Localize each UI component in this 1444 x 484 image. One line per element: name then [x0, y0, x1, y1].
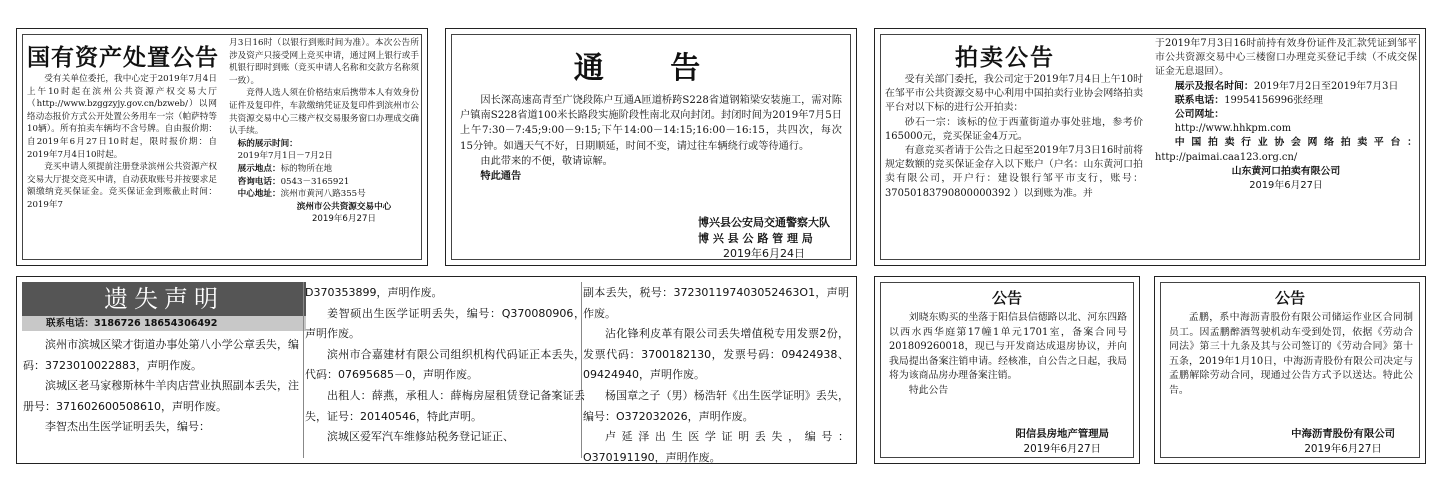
- contact-value: 19954156996张经理: [1224, 94, 1323, 106]
- registration-value: 2019年7月2日至2019年7月3日: [1253, 80, 1399, 92]
- declaration-column-2: [305, 283, 585, 448]
- notice-paragraph: 由此带来的不便，敬请谅解。: [480, 155, 613, 167]
- notice-title: 国有资产处置公告: [27, 45, 219, 71]
- address-row: [229, 188, 419, 201]
- notice-date: 2019年6月27日: [1304, 443, 1382, 455]
- notice-signature: [1291, 427, 1395, 457]
- notice-title: 公告: [991, 289, 1022, 307]
- registration-row: [1155, 80, 1417, 94]
- notice-date: 2019年6月27日: [1023, 443, 1101, 455]
- notice-column-right: [1155, 37, 1417, 193]
- notice-paragraph: 竞得人选人须在价格结束后携带本人有效身份证件及复印件，车款缴纳凭证及复印件到滨州市公共资源交易中心三楼产权交易服务窗口办理成交确认手续。: [229, 88, 419, 137]
- contact-phone: 联系电话：3186726 18654306492: [22, 316, 306, 331]
- loss-declaration-notice: [16, 276, 857, 464]
- notice-closing: 特此公告: [908, 384, 949, 396]
- housing-notice: [874, 276, 1140, 464]
- traffic-notice: [445, 28, 857, 266]
- notice-paragraph: 于2019年7月3日16时前持有效身份证件及汇款凭证到邹平市公共资源交易中心三楼窗口办理竞买登记手续（不成交保证金无息退回）。: [1155, 38, 1417, 78]
- notice-column-left: [885, 73, 1143, 201]
- declaration-item: 沾化锋利皮革有限公司丢失增值税专用发票2份，发票代码：3700182130，发票号码：09424938、09424940，声明作废。: [583, 327, 849, 382]
- notice-signer: 阳信县房地产管理局: [1015, 428, 1109, 440]
- notice-column-right: [229, 37, 419, 226]
- address-value: 滨州市黄河八路355号: [280, 189, 366, 200]
- auction-notice: [874, 28, 1426, 266]
- notice-paragraph: 孟鹏，系中海沥青股份有限公司储运作业区合同制员工。因孟鹏醉酒驾驶机动车受到处罚，依据《劳动合同法》第三十九条及其与公司签订的《劳动合同》第十五条，2019年1月10日，中海沥青股份有限公司决定与孟鹏解除劳动合同，现通过公告方式予以送达。特此公告。: [1169, 312, 1413, 396]
- notice-date: 2019年6月27日: [1249, 180, 1323, 192]
- state-asset-disposal-notice: [16, 28, 428, 266]
- show-time-value: 2019年7月1日－7月2日: [237, 151, 333, 162]
- show-place-value: 标的物所在地: [280, 163, 333, 174]
- declaration-item: 滨城区爱军汽车维修站税务登记证正、: [327, 430, 514, 444]
- notice-signer: 滨州市公共资源交易中心: [296, 201, 392, 212]
- notice-paragraph: 刘晓东购买的坐落于阳信县信德路以北、河东四路以西水西华庭第17幢1单元1701室，备案合同号201809260018，现已与开发商达成退房协议，并向我局提出备案注销申请。经核准，自公告之日起，我局将为该商品房办理备案注销。: [889, 312, 1127, 382]
- notice-paragraph: 砂石一宗：该标的位于西董街道办事处驻地，参考价165000元，竞买保证金4万元。: [885, 116, 1143, 142]
- website-label: 公司网址：: [1174, 109, 1225, 121]
- phone-label: 咨询电话：: [237, 176, 281, 187]
- notice-column-left: [27, 73, 217, 212]
- notice-paragraph: 月3日16时（以银行到账时间为准）。本次公告所涉及资产只接受网上竞买申请，通过网上银行或手机银行即时到账（竞买申请人名称和交款方名称须一致）。: [229, 38, 419, 86]
- platform-value: http://paimai.caa123.org.cn/: [1155, 151, 1298, 163]
- notice-signer: 博兴县公安局交通警察大队: [698, 216, 830, 229]
- declaration-item-continued: 副本丢失，税号：372301197403052463O1，声明作废。: [583, 286, 849, 320]
- notice-paragraph: 竞买申请人须提前注册登录滨州公共资源产权交易大厅提交竞买申请，自动获取账号并按要求足额缴纳竞买保证金。竞买保证金到账截止时间：2019年7: [27, 162, 217, 210]
- notice-signature: [698, 215, 830, 262]
- declaration-item: 李智杰出生医学证明丢失，编号：: [45, 420, 210, 434]
- notice-body: [889, 311, 1127, 399]
- notice-paragraph: 因长深高速高青至广饶段陈户互通A匝道桥跨S228省道钢箱梁安装施工，需对陈户镇南S228省道100米长路段实施阶段性南北双向封闭。封闭时间为2019年7月5日上午7:30－7:45;9:00－9:15;下午14:00－14:15;16:00－16:15，共四次，每次15分钟。如遇天气不好，日期顺延，时间不变，请过往车辆绕行或等待通行。: [460, 95, 842, 152]
- platform-row: [1155, 136, 1417, 164]
- notice-title: 拍卖公告: [955, 45, 1055, 71]
- platform-label: 中国拍卖行业协会网络拍卖平台：: [1174, 137, 1417, 149]
- show-place-row: [229, 163, 419, 176]
- notice-body: [460, 93, 842, 184]
- notice-body: [1169, 311, 1413, 399]
- phone-row: [229, 176, 419, 189]
- declaration-item: 卢延泽出生医学证明丢失，编号：O370191190，声明作废。: [583, 430, 849, 464]
- notice-closing: 特此通告: [480, 171, 522, 183]
- notice-signer: 博 兴 县 公 路 管 理 局: [698, 231, 813, 245]
- notice-title: 遗失声明: [22, 282, 306, 316]
- notice-date: 2019年6月24日: [723, 247, 805, 260]
- notice-paragraph: 受有关部门委托，我公司定于2019年7月4日上午10时在邹平市公共资源交易中心利用中国拍卖行业协会网络拍卖平台对以下标的进行公开拍卖：: [885, 74, 1143, 114]
- registration-label: 展示及报名时间：: [1174, 80, 1254, 92]
- show-time-label: 标的展示时间：: [237, 138, 298, 149]
- website-value: http://www.hhkpm.com: [1174, 123, 1292, 135]
- notice-title: 公告: [1274, 289, 1305, 307]
- phone-value: 0543－3165921: [280, 176, 350, 187]
- notice-signer: 中海沥青股份有限公司: [1291, 428, 1395, 440]
- declaration-item-continued: D370353899，声明作废。: [305, 286, 443, 299]
- declaration-column-3: [583, 283, 849, 464]
- notice-date: 2019年6月27日: [311, 214, 377, 225]
- declaration-item: 滨州市合嘉建材有限公司组织机构代码证正本丢失，代码：07695685－0，声明作废。: [305, 347, 585, 382]
- show-place-label: 展示地点：: [237, 163, 281, 174]
- notice-paragraph: 受有关单位委托，我中心定于2019年7月4日上午10时起在滨州公共资源产权交易大厅（http://www.bzggzyjy.gov.cn/bzweb/）以网络动态报价方式公开处置公务用车一宗（帕萨特等10辆）。所有拍卖车辆均不含号牌。自由报价期：自2019年6月27日10时起，限时报价期：自2019年7月4日10时起。: [27, 74, 217, 160]
- notice-paragraph: 有意竞买者请于公告之日起至2019年7月3日16时前将规定数额的竞买保证金存入以下账户（户名：山东黄河口拍卖有限公司，开户行：建设银行邹平市支行，账号：37050183790800000392 ）以到账为准。并: [885, 145, 1143, 199]
- address-label: 中心地址：: [237, 189, 281, 200]
- contact-row: [1155, 94, 1417, 108]
- declaration-column-1: [23, 335, 299, 438]
- notice-title: 通 告: [573, 51, 729, 86]
- column-divider: [303, 282, 304, 458]
- show-time-row: [229, 138, 419, 151]
- declaration-item: 杨国章之子（男）杨浩轩《出生医学证明》丢失，编号：O372032026，声明作废。: [583, 388, 849, 423]
- declaration-item: 滨州市滨城区梁才街道办事处第八小学公章丢失，编码：3723010022883，声明作废。: [23, 338, 299, 372]
- notice-signature: [1015, 427, 1109, 457]
- notice-signer: 山东黄河口拍卖有限公司: [1231, 165, 1341, 177]
- declaration-item: 出租人：薛燕，承租人：薛梅房屋租赁登记备案证丢失，证号：20140546，特此声明。: [305, 388, 585, 423]
- website-row: [1155, 108, 1417, 122]
- contact-label: 联系电话：: [1174, 94, 1225, 106]
- declaration-item: 滨城区老马家穆斯林牛羊肉店营业执照副本丢失，注册号：371602600508610，声明作废。: [23, 379, 299, 413]
- declaration-item: 姜智硕出生医学证明丢失，编号：Q370080906，声明作废。: [305, 306, 585, 341]
- employment-notice: [1154, 276, 1426, 464]
